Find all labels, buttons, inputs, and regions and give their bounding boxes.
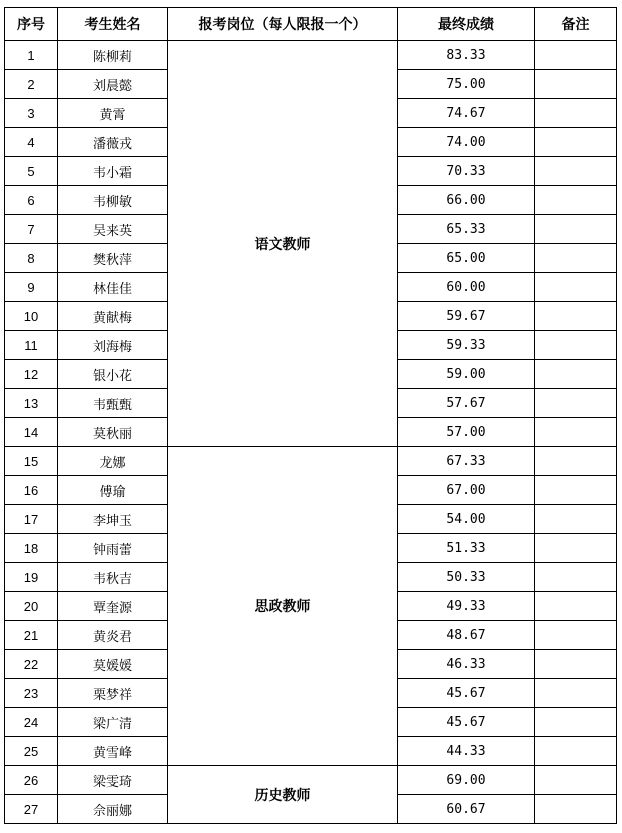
row-name: 龙娜 (58, 447, 168, 476)
table-row (5, 447, 617, 476)
row-name: 栗梦祥 (58, 679, 168, 708)
row-name: 韦小霜 (58, 157, 168, 186)
row-score: 74.67 (398, 99, 535, 128)
row-note (535, 99, 617, 128)
post-cell: 语文教师 (168, 41, 398, 447)
row-score: 45.67 (398, 679, 535, 708)
row-note (535, 476, 617, 505)
row-note (535, 708, 617, 737)
row-note (535, 389, 617, 418)
row-index: 10 (5, 302, 58, 331)
row-name: 黄雪峰 (58, 737, 168, 766)
row-index: 13 (5, 389, 58, 418)
row-name: 李坤玉 (58, 505, 168, 534)
row-name: 佘丽娜 (58, 795, 168, 824)
row-index: 5 (5, 157, 58, 186)
header-post: 报考岗位（每人限报一个） (168, 8, 398, 41)
row-index: 25 (5, 737, 58, 766)
row-score: 50.33 (398, 563, 535, 592)
row-index: 16 (5, 476, 58, 505)
row-index: 9 (5, 273, 58, 302)
post-cell: 思政教师 (168, 447, 398, 766)
row-name: 黄炎君 (58, 621, 168, 650)
row-score: 46.33 (398, 650, 535, 679)
row-name: 梁雯琦 (58, 766, 168, 795)
row-index: 3 (5, 99, 58, 128)
row-note (535, 302, 617, 331)
row-name: 吴来英 (58, 215, 168, 244)
row-index: 22 (5, 650, 58, 679)
table-row (5, 41, 617, 70)
header-name: 考生姓名 (58, 8, 168, 41)
row-name: 陈柳莉 (58, 41, 168, 70)
row-score: 48.67 (398, 621, 535, 650)
row-score: 70.33 (398, 157, 535, 186)
row-score: 74.00 (398, 128, 535, 157)
row-note (535, 273, 617, 302)
row-name: 韦甄甄 (58, 389, 168, 418)
row-score: 59.33 (398, 331, 535, 360)
row-name: 樊秋萍 (58, 244, 168, 273)
row-name: 韦柳敏 (58, 186, 168, 215)
row-score: 67.00 (398, 476, 535, 505)
header-score: 最终成绩 (398, 8, 535, 41)
header-row (5, 8, 617, 41)
row-note (535, 331, 617, 360)
row-note (535, 447, 617, 476)
row-index: 19 (5, 563, 58, 592)
row-index: 17 (5, 505, 58, 534)
row-index: 20 (5, 592, 58, 621)
post-cell: 历史教师 (168, 766, 398, 824)
row-index: 21 (5, 621, 58, 650)
row-name: 银小花 (58, 360, 168, 389)
row-note (535, 244, 617, 273)
row-note (535, 157, 617, 186)
row-note (535, 679, 617, 708)
row-note (535, 795, 617, 824)
row-score: 67.33 (398, 447, 535, 476)
row-note (535, 737, 617, 766)
row-note (535, 41, 617, 70)
row-note (535, 766, 617, 795)
row-index: 15 (5, 447, 58, 476)
row-score: 51.33 (398, 534, 535, 563)
row-index: 12 (5, 360, 58, 389)
row-note (535, 534, 617, 563)
row-score: 60.67 (398, 795, 535, 824)
row-note (535, 621, 617, 650)
row-name: 傅瑜 (58, 476, 168, 505)
row-name: 覃奎源 (58, 592, 168, 621)
results-table (4, 7, 617, 824)
row-index: 2 (5, 70, 58, 99)
row-index: 6 (5, 186, 58, 215)
row-name: 潘薇戎 (58, 128, 168, 157)
row-score: 57.67 (398, 389, 535, 418)
table-row (5, 766, 617, 795)
row-score: 44.33 (398, 737, 535, 766)
row-note (535, 70, 617, 99)
row-index: 23 (5, 679, 58, 708)
row-name: 林佳佳 (58, 273, 168, 302)
header-index: 序号 (5, 8, 58, 41)
row-score: 60.00 (398, 273, 535, 302)
row-index: 18 (5, 534, 58, 563)
row-index: 4 (5, 128, 58, 157)
row-score: 69.00 (398, 766, 535, 795)
header-note: 备注 (535, 8, 617, 41)
row-score: 65.33 (398, 215, 535, 244)
table-body (5, 41, 617, 824)
row-name: 黄霄 (58, 99, 168, 128)
row-score: 65.00 (398, 244, 535, 273)
row-score: 49.33 (398, 592, 535, 621)
row-score: 83.33 (398, 41, 535, 70)
row-name: 黄献梅 (58, 302, 168, 331)
row-index: 26 (5, 766, 58, 795)
row-index: 1 (5, 41, 58, 70)
row-score: 66.00 (398, 186, 535, 215)
row-score: 45.67 (398, 708, 535, 737)
row-index: 27 (5, 795, 58, 824)
row-note (535, 563, 617, 592)
row-index: 14 (5, 418, 58, 447)
row-note (535, 360, 617, 389)
row-name: 钟雨蕾 (58, 534, 168, 563)
row-note (535, 592, 617, 621)
row-note (535, 215, 617, 244)
row-index: 11 (5, 331, 58, 360)
row-name: 刘海梅 (58, 331, 168, 360)
row-note (535, 128, 617, 157)
row-note (535, 650, 617, 679)
row-name: 莫秋丽 (58, 418, 168, 447)
row-score: 75.00 (398, 70, 535, 99)
row-note (535, 186, 617, 215)
row-name: 韦秋吉 (58, 563, 168, 592)
row-index: 7 (5, 215, 58, 244)
row-score: 54.00 (398, 505, 535, 534)
row-index: 8 (5, 244, 58, 273)
row-score: 59.00 (398, 360, 535, 389)
row-note (535, 418, 617, 447)
row-name: 梁广清 (58, 708, 168, 737)
row-name: 莫媛媛 (58, 650, 168, 679)
row-score: 59.67 (398, 302, 535, 331)
row-note (535, 505, 617, 534)
row-name: 刘晨懿 (58, 70, 168, 99)
row-index: 24 (5, 708, 58, 737)
row-score: 57.00 (398, 418, 535, 447)
